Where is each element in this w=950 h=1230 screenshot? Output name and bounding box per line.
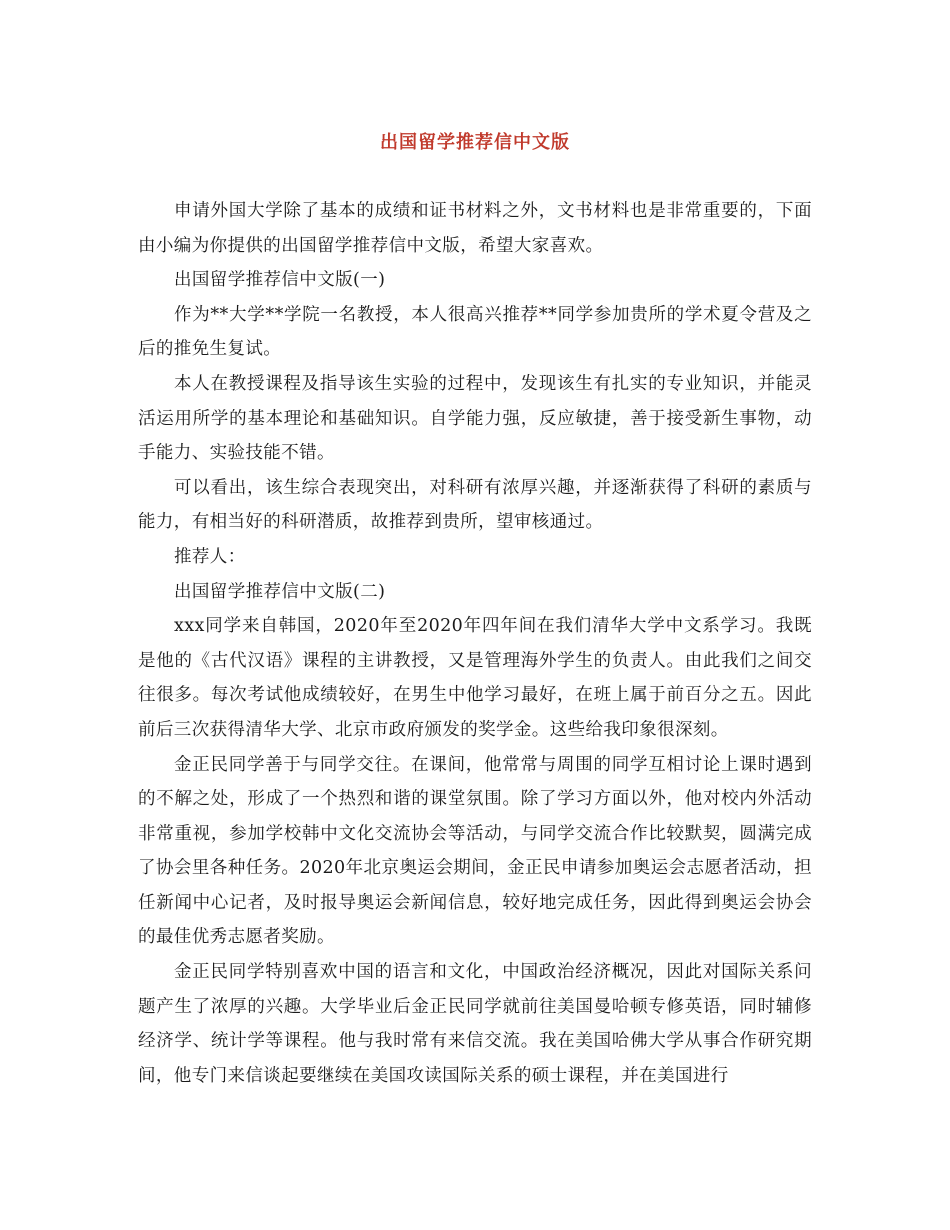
paragraph: xxx同学来自韩国，2020年至2020年四年间在我们清华大学中文系学习。我既是他的《古代汉语》课程的主讲教授，又是管理海外学生的负责人。由此我们之间交往很多。每次考试他成绩较好，在男生中他学习最好，在班上属于前百分之五。因此前后三次获得清华大学、北京市政府颁发的奖学金。这些给我印象很深刻。 [138,616,812,740]
paragraph: 可以看出，该生综合表现突出，对科研有浓厚兴趣，并逐渐获得了科研的素质与能力，有相当好的科研潜质，故推荐到贵所，望审核通过。 [138,477,812,533]
paragraph: 金正民同学特别喜欢中国的语言和文化，中国政治经济概况，因此对国际关系问题产生了浓厚的兴趣。大学毕业后金正民同学就前往美国曼哈顿专修英语，同时辅修经济学、统计学等课程。他与我时常有来信交流。我在美国哈佛大学从事合作研究期间，他专门来信谈起要继续在美国攻读国际关系的硕士课程，并在美国进行 [138,962,812,1086]
document-body [138,194,812,1093]
section-heading-1: 出国留学推荐信中文版(一) [174,270,386,291]
paragraph: 金正民同学善于与同学交往。在课间，他常常与周围的同学互相讨论上课时遇到的不解之处，形成了一个热烈和谐的课堂氛围。除了学习方面以外，他对校内外活动非常重视，参加学校韩中文化交流协会等活动，与同学交流合作比较默契，圆满完成了协会里各种任务。2020年北京奥运会期间，金正民申请参加奥运会志愿者活动，担任新闻中心记者，及时报导奥运会新闻信息，较好地完成任务，因此得到奥运会协会的最佳优秀志愿者奖励。 [138,754,812,948]
recommender-label: 推荐人： [174,546,246,567]
section-heading-2: 出国留学推荐信中文版(二) [174,581,386,602]
document-title: 出国留学推荐信中文版 [380,132,570,153]
paragraph: 作为**大学**学院一名教授，本人很高兴推荐**同学参加贵所的学术夏令营及之后的推免生复试。 [138,304,812,360]
paragraph: 本人在教授课程及指导该生实验的过程中，发现该生有扎实的专业知识，并能灵活运用所学的基本理论和基础知识。自学能力强，反应敏捷，善于接受新生事物，动手能力、实验技能不错。 [138,373,812,464]
intro-paragraph: 申请外国大学除了基本的成绩和证书材料之外，文书材料也是非常重要的，下面由小编为你提供的出国留学推荐信中文版，希望大家喜欢。 [138,201,812,256]
